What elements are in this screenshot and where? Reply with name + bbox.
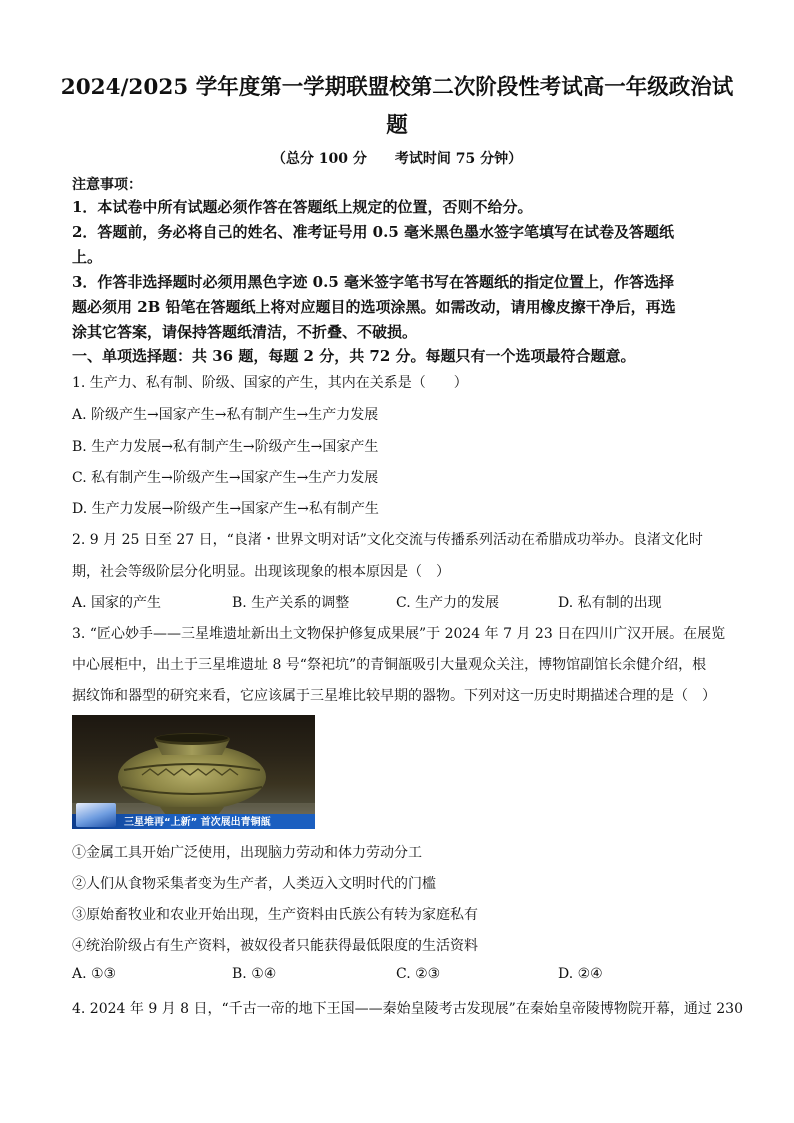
q3-statement-1: ①金属工具开始广泛使用，出现脑力劳动和体力劳动分工 — [72, 845, 422, 861]
section-heading: 一、单项选择题：共 36 题，每题 2 分，共 72 分。每题只有一个选项最符合题意。 — [72, 347, 636, 365]
q1-option-b: B. 生产力发展→私有制产生→阶级产生→国家产生 — [72, 439, 379, 455]
q2-option-b: B. 生产关系的调整 — [232, 595, 350, 611]
exam-title-line1: 2024/2025 学年度第一学期联盟校第二次阶段性考试高一年级政治试 — [60, 75, 734, 100]
q2-stem-line1: 2. 9 月 25 日至 27 日，“良渚・世界文明对话”文化交流与传播系列活动在希腊成功举办。良渚文化时 — [72, 532, 703, 548]
q3-option-d: D. ②④ — [558, 966, 603, 982]
q3-stem-line3: 据纹饰和器型的研究来看，它应该属于三星堆比较早期的器物。下列对这一历史时期描述合理的是（ ） — [72, 688, 716, 704]
note-1: 1．本试卷中所有试题必须作答在答题纸上规定的位置，否则不给分。 — [72, 198, 533, 216]
q2-option-d: D. 私有制的出现 — [558, 595, 662, 611]
q3-option-a: A. ①③ — [72, 966, 117, 982]
q3-stem-line2: 中心展柜中，出土于三星堆遗址 8 号“祭祀坑”的青铜瓿吸引大量观众关注，博物馆副馆长余健介绍，根 — [72, 657, 707, 673]
note-3-cont2: 涂其它答案，请保持答题纸清洁，不折叠、不破损。 — [72, 323, 418, 341]
note-2-cont: 上。 — [72, 248, 103, 266]
note-2: 2．答题前，务必将自己的姓名、准考证号用 0.5 毫米黑色墨水签字笔填写在试卷及答题纸 — [72, 223, 674, 241]
note-3-cont1: 题必须用 2B 铅笔在答题纸上将对应题目的选项涂黑。如需改动，请用橡皮擦干净后，再选 — [72, 298, 676, 316]
q3-statement-2: ②人们从食物采集者变为生产者，人类迈入文明时代的门槛 — [72, 876, 436, 892]
notes-heading: 注意事项： — [72, 177, 142, 193]
exam-subtitle: （总分 100 分 考试时间 75 分钟） — [271, 151, 523, 167]
note-3: 3．作答非选择题时必须用黑色字迹 0.5 毫米签字笔书写在答题纸的指定位置上，作答选择 — [72, 273, 674, 291]
q2-option-c: C. 生产力的发展 — [396, 595, 500, 611]
q3-statement-4: ④统治阶级占有生产资料，被奴役者只能获得最低限度的生活资料 — [72, 938, 478, 954]
q3-option-c: C. ②③ — [396, 966, 441, 982]
q3-statement-3: ③原始畜牧业和农业开始出现，生产资料由氏族公有转为家庭私有 — [72, 907, 478, 923]
q1-option-a: A. 阶级产生→国家产生→私有制产生→生产力发展 — [72, 407, 379, 423]
tv-station-logo — [76, 803, 116, 827]
exam-title-line2: 题 — [386, 113, 408, 138]
q3-stem-line1: 3. “匠心妙手——三星堆遗址新出土文物保护修复成果展”于 2024 年 7 月 23 日在四川广汉开展。在展览 — [72, 626, 726, 642]
q1-option-c: C. 私有制产生→阶级产生→国家产生→生产力发展 — [72, 470, 379, 486]
q4-stem-line1: 4. 2024 年 9 月 8 日，“千古一帝的地下王国——秦始皇陵考古发现展”在秦始皇帝陵博物院开幕，通过 230 — [72, 1001, 743, 1017]
bronze-vessel-photo — [72, 715, 315, 829]
news-caption-text: 三星堆再“上新” 首次展出青铜瓿 — [124, 817, 271, 828]
q3-option-b: B. ①④ — [232, 966, 277, 982]
q2-stem-line2: 期，社会等级阶层分化明显。出现该现象的根本原因是（ ） — [72, 564, 450, 580]
q1-option-d: D. 生产力发展→阶级产生→国家产生→私有制产生 — [72, 501, 379, 517]
q2-option-a: A. 国家的产生 — [72, 595, 162, 611]
q1-stem: 1. 生产力、私有制、阶级、国家的产生，其内在关系是（ ） — [72, 375, 468, 391]
